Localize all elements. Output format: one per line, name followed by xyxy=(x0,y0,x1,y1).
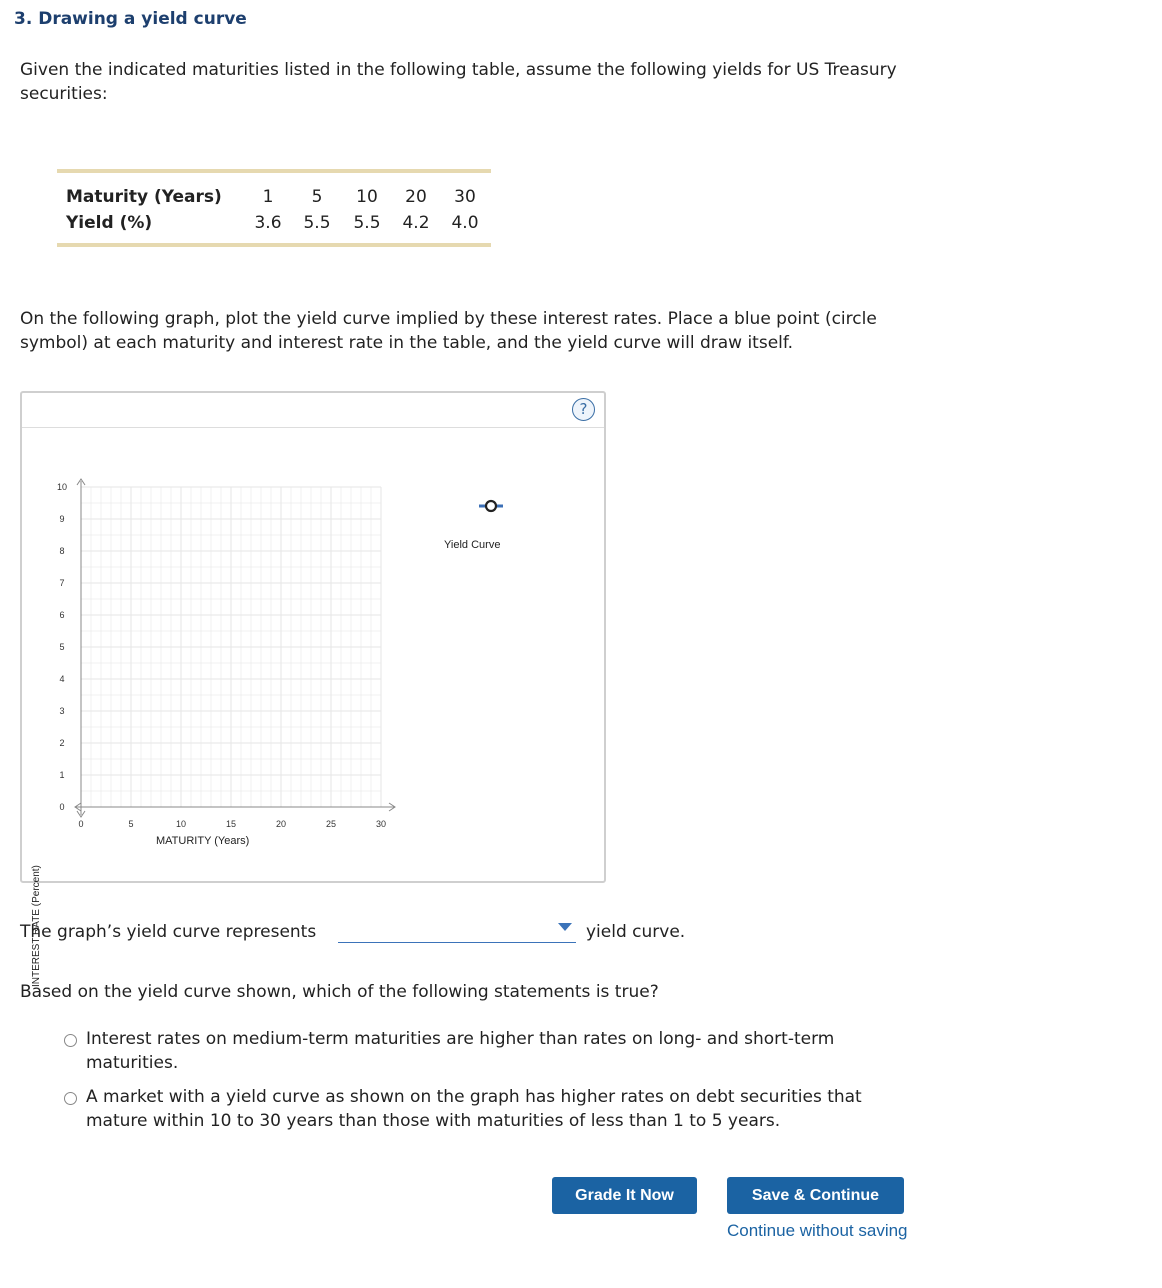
x-tick-label: 20 xyxy=(275,819,287,829)
maturity-cell: 20 xyxy=(405,187,427,207)
maturity-label: Maturity (Years) xyxy=(66,187,222,207)
yield-curve-type-dropdown[interactable] xyxy=(338,918,576,943)
yield-cell: 4.0 xyxy=(451,213,479,233)
mcq-option-text: Interest rates on medium-term maturities are higher than rates on long- and short-term maturities. xyxy=(86,1029,835,1073)
y-tick-label: 7 xyxy=(59,578,65,588)
maturity-cell: 30 xyxy=(454,187,476,207)
yield-row xyxy=(57,211,491,235)
save-continue-button[interactable]: Save & Continue xyxy=(727,1177,904,1214)
maturity-cell: 5 xyxy=(311,187,323,207)
graph-instructions: On the following graph, plot the yield curve implied by these interest rates. Place a blue point (circle symbol) at each maturity and interest rate in the table, and the yield curve will draw itself. xyxy=(20,309,877,353)
y-tick-label: 4 xyxy=(59,674,65,684)
mcq-question: Based on the yield curve shown, which of the following statements is true? xyxy=(20,982,659,1002)
radio-button[interactable] xyxy=(64,1092,77,1105)
tick-labels xyxy=(57,482,386,829)
x-tick-label: 0 xyxy=(78,819,84,829)
legend-label: Yield Curve xyxy=(444,539,501,551)
y-tick-label: 2 xyxy=(59,738,65,748)
y-tick-label: 6 xyxy=(59,610,65,620)
y-tick-label: 3 xyxy=(59,706,65,716)
yield-cell: 3.6 xyxy=(254,213,282,233)
x-axis-title: MATURITY (Years) xyxy=(156,835,250,847)
x-tick-label: 25 xyxy=(325,819,337,829)
continue-without-saving-link[interactable]: Continue without saving xyxy=(727,1221,908,1240)
dropdown-suffix: yield curve. xyxy=(586,922,686,942)
help-icon[interactable]: ? xyxy=(572,398,595,421)
x-tick-label: 15 xyxy=(225,819,237,829)
maturity-cell: 1 xyxy=(262,187,274,207)
legend-yield-curve[interactable] xyxy=(444,501,503,551)
y-axis-title: INTEREST RATE (Percent) xyxy=(31,865,42,987)
y-tick-label: 8 xyxy=(59,546,65,556)
yield-table xyxy=(57,169,491,247)
maturity-row xyxy=(57,185,491,209)
dropdown-prompt: The graph’s yield curve represents xyxy=(20,922,317,942)
y-tick-label: 10 xyxy=(56,482,68,492)
question-title: 3. Drawing a yield curve xyxy=(14,9,247,29)
yield-label: Yield (%) xyxy=(66,213,153,233)
axes xyxy=(75,479,395,817)
x-tick-label: 5 xyxy=(128,819,134,829)
y-tick-label: 9 xyxy=(59,514,65,524)
x-tick-label: 10 xyxy=(175,819,187,829)
yield-cell: 5.5 xyxy=(303,213,331,233)
grid xyxy=(81,487,381,807)
yield-cell: 5.5 xyxy=(353,213,381,233)
y-tick-label: 1 xyxy=(59,770,65,780)
x-tick-label: 30 xyxy=(375,819,387,829)
maturity-cell: 10 xyxy=(356,187,378,207)
mcq-option-text: A market with a yield curve as shown on the graph has higher rates on debt securities that mature within 10 to 30 years than those with maturities of less than 1 to 5 years. xyxy=(86,1087,862,1131)
circle-point-icon[interactable] xyxy=(486,501,496,511)
yield-cell: 4.2 xyxy=(402,213,430,233)
y-tick-label: 5 xyxy=(59,642,65,652)
caret-down-icon xyxy=(558,923,572,931)
y-tick-label: 0 xyxy=(59,802,65,812)
intro-text: Given the indicated maturities listed in the following table, assume the following yields for US Treasury securities: xyxy=(20,60,897,104)
radio-button[interactable] xyxy=(64,1034,77,1047)
grade-it-now-button[interactable]: Grade It Now xyxy=(552,1177,697,1214)
